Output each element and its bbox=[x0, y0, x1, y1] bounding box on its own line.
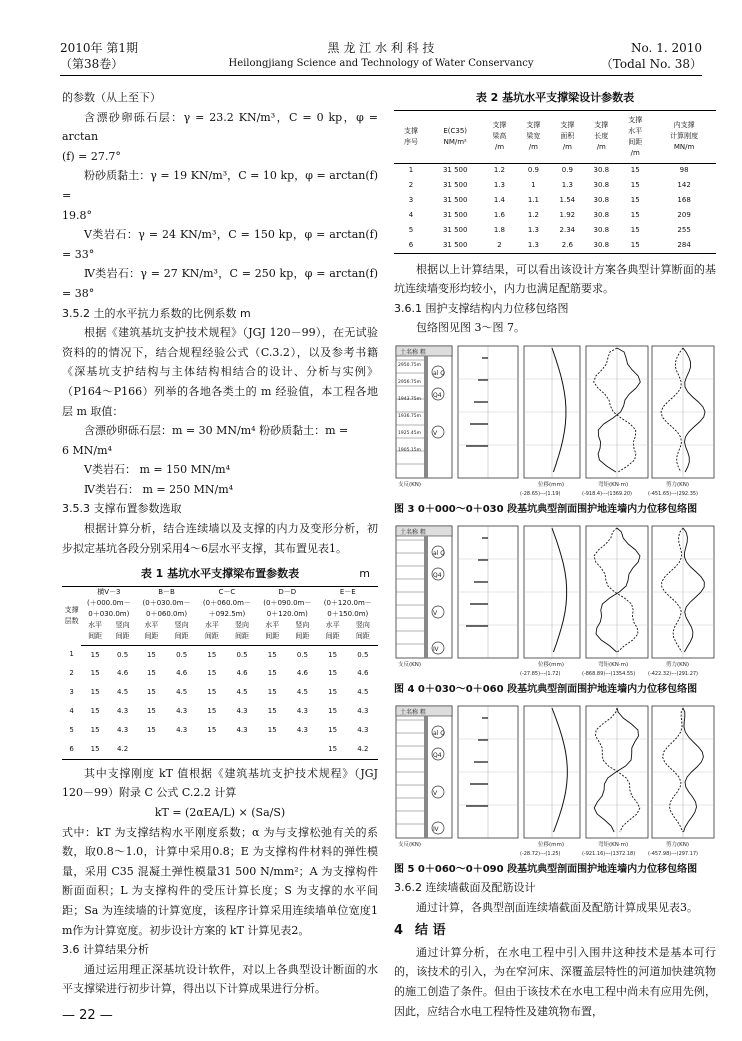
table1-row-header-b: 层数 bbox=[64, 617, 79, 626]
table-cell: 1.92 bbox=[559, 211, 576, 220]
table-row bbox=[62, 645, 378, 664]
panel-range-label: (-918.4)---(1369.20) bbox=[582, 490, 633, 497]
table2-header: 支撑 长度 /m bbox=[584, 110, 618, 163]
table-cell: 0.5 bbox=[236, 650, 248, 659]
table1-subheader: 水平 bbox=[265, 620, 280, 629]
table1-caption bbox=[62, 564, 378, 584]
section-heading: 3.6 计算结果分析 bbox=[62, 943, 149, 957]
table-cell: 4.3 bbox=[296, 707, 308, 716]
table-cell: 31 500 bbox=[442, 181, 468, 190]
figure-5 bbox=[394, 702, 716, 862]
elevation-label: 1925.45m bbox=[398, 430, 421, 436]
table-cell: 4 bbox=[408, 211, 414, 220]
table-cell: 4.3 bbox=[176, 707, 188, 716]
panel-range-label: (-451.65)---(292.35) bbox=[648, 490, 699, 497]
section-name: B－B bbox=[158, 587, 175, 596]
journal-title-cn: 黑 龙 江 水 利 科 技 bbox=[327, 41, 435, 55]
table-cell: 15 bbox=[90, 745, 100, 754]
table-cell: 15 bbox=[328, 726, 338, 735]
journal-number bbox=[601, 40, 702, 72]
soil-title: 土名称 粗 bbox=[400, 348, 426, 356]
section-name: D－D bbox=[278, 587, 297, 596]
table-cell: 15 bbox=[146, 707, 156, 716]
table-cell: 4.5 bbox=[296, 688, 308, 697]
section-range: 0＋060.0m) bbox=[146, 609, 188, 618]
table-cell: 1.8 bbox=[493, 226, 506, 235]
paragraph: 包络图见图 3～图 7。 bbox=[416, 321, 525, 335]
table-cell: 15 bbox=[207, 650, 217, 659]
table-row bbox=[62, 702, 378, 721]
figure-3-caption: 图 3 0＋000～0＋030 段基坑典型剖面围护地连墙内力位移包络图 bbox=[394, 503, 698, 515]
table-cell: 0.5 bbox=[176, 650, 188, 659]
table-cell bbox=[257, 740, 287, 759]
section-name: E－E bbox=[339, 587, 356, 596]
table2-header: 支撑 面积 /m bbox=[550, 110, 584, 163]
table-cell bbox=[197, 740, 227, 759]
table1-row-header bbox=[62, 586, 81, 645]
figure-3 bbox=[394, 342, 716, 502]
table-cell: 284 bbox=[677, 240, 691, 249]
layer-label: Q4 bbox=[433, 751, 442, 759]
paragraph: 式中：kT 为支撑结构水平刚度系数；α 为与支撑松弛有关的系数，取0.8～1.0，计算中采用0.8；E 为支撑构件材料的弹性模量，采用 C35 混凝土弹性模量31 500 N/mm²；A 为支撑构件断面面积；L 为支撑构件的受压计算长度；S 为支撑的水平间距；Sa 为连续墙的计算宽度，该程序计算采用连续墙单位宽度1 m作为计算宽度。初步设计方案的 kT 计算见表2。 bbox=[62, 825, 378, 937]
figure-4 bbox=[394, 522, 716, 682]
layer-label: al Q bbox=[433, 369, 445, 377]
table2-header: 支撑 水平 间距 /m bbox=[618, 110, 652, 163]
table-cell: 1.3 bbox=[493, 181, 506, 190]
table-cell: 15 bbox=[267, 669, 277, 678]
panel-range-label: (-28.72)---(1.25) bbox=[520, 850, 561, 857]
layer-label: Ⅴ bbox=[433, 609, 438, 617]
elevation-label: 1936.75m bbox=[398, 413, 421, 419]
paragraph: 根据计算分析，结合连续墙以及支撑的内力及变形分析，初步拟定基坑各段分别采用4～6层水平支撑，其布置见表1。 bbox=[62, 522, 378, 555]
elevation-label: 2950.75m bbox=[398, 362, 421, 368]
table2-header: 支撑 梁高 /m bbox=[482, 110, 516, 163]
left-column bbox=[62, 88, 378, 999]
section-number: 4 bbox=[394, 923, 404, 939]
table1-subheader: 间距 bbox=[227, 631, 257, 646]
panel-axis-label: 弯矩(KN·m) bbox=[598, 841, 629, 848]
table-cell: 1 bbox=[531, 181, 536, 190]
panel-axis-label: 支反(KN) bbox=[398, 841, 422, 848]
section-range: ＋092.5m) bbox=[208, 609, 246, 618]
table-cell: 15 bbox=[146, 650, 156, 659]
table-cell: 31 500 bbox=[442, 226, 468, 235]
panel-axis-label: 弯矩(KN·m) bbox=[598, 661, 629, 668]
table-cell: 15 bbox=[146, 726, 156, 735]
table-cell: 4.5 bbox=[236, 688, 248, 697]
table-row bbox=[394, 223, 716, 238]
table-cell: 4.3 bbox=[176, 726, 188, 735]
table-cell: 15 bbox=[328, 745, 338, 754]
table-cell: 15 bbox=[630, 226, 640, 235]
table-cell: 15 bbox=[328, 688, 338, 697]
table-cell: 1.1 bbox=[527, 196, 539, 205]
table-cell: 15 bbox=[267, 688, 277, 697]
table-cell: 15 bbox=[90, 688, 100, 697]
table-cell: 15 bbox=[267, 726, 277, 735]
table-cell: 15 bbox=[207, 688, 217, 697]
table-cell: 30.8 bbox=[593, 166, 610, 175]
paragraph: 通过计算分析，在水电工程中引入围井这种技术是基本可行的，该技术的引入，为在窄河床、深覆盖层特性的河道加快建筑物的施工创造了条件。但由于该技术在水电工程中尚未有应用先例，因此，应结合水电工程特性及建筑物布置， bbox=[394, 945, 716, 1018]
table-cell: 4.6 bbox=[236, 669, 248, 678]
figure-svg bbox=[394, 702, 716, 862]
table-cell: 0.5 bbox=[357, 650, 369, 659]
table1-subheader: 间距 bbox=[348, 631, 378, 646]
table-cell: 30.8 bbox=[593, 226, 610, 235]
table1 bbox=[62, 586, 378, 760]
table-cell: 142 bbox=[677, 181, 691, 190]
table-cell: 15 bbox=[207, 669, 217, 678]
table-cell: 0.5 bbox=[296, 650, 308, 659]
panel-range-label: (-457.98)---(297.17) bbox=[648, 850, 699, 857]
table-cell: 6 bbox=[408, 240, 414, 249]
table-cell: 4.2 bbox=[117, 745, 129, 754]
table1-subheader: 间距 bbox=[318, 631, 348, 646]
table1-subheader: 竖向 bbox=[235, 620, 250, 629]
table-row bbox=[394, 208, 716, 223]
panel-axis-label: 剪力(KN) bbox=[666, 661, 690, 668]
paragraph: 通过计算，各典型剖面连续墙截面及配筋计算成果见表3。 bbox=[416, 900, 698, 914]
table-cell: 2 bbox=[69, 669, 74, 678]
right-column bbox=[394, 88, 716, 1021]
table-cell: 31 500 bbox=[442, 240, 468, 249]
table-cell: 30.8 bbox=[593, 196, 610, 205]
table-cell: 15 bbox=[267, 707, 277, 716]
table-cell: 1.3 bbox=[561, 181, 573, 190]
table1-subheader-row bbox=[62, 631, 378, 646]
paragraph: 根据以上计算结果，可以看出该设计方案各典型计算断面的基坑连续墙变形均较小，内力也满足配筋要求。 bbox=[394, 262, 716, 296]
panel-axis-label: 剪力(KN) bbox=[666, 481, 690, 488]
issue-volume: （第38卷） bbox=[60, 57, 124, 71]
table-cell: 4.3 bbox=[296, 726, 308, 735]
table1-section-header bbox=[318, 586, 378, 620]
panel-axis-label: 支反(KN) bbox=[398, 481, 422, 488]
figure-svg bbox=[394, 342, 716, 502]
paragraph: 通过运用理正深基坑设计软件，对以上各典型设计断面的水平支撑梁进行初步计算，得出以下计算成果进行分析。 bbox=[62, 962, 378, 996]
table-cell: 30.8 bbox=[593, 240, 610, 249]
paragraph: (f) = 27.7° bbox=[62, 149, 121, 163]
table-row bbox=[394, 238, 716, 253]
layer-label: Ⅳ bbox=[433, 645, 439, 653]
table-row bbox=[394, 193, 716, 208]
table-cell: 1.3 bbox=[527, 240, 539, 249]
table-cell: 4.2 bbox=[357, 745, 369, 754]
table-cell: 1.3 bbox=[527, 226, 539, 235]
table-cell: 15 bbox=[146, 688, 156, 697]
table-cell: 3 bbox=[408, 196, 414, 205]
table2-header: 支撑 梁宽 /m bbox=[516, 110, 550, 163]
panel-axis-label: 剪力(KN) bbox=[666, 841, 690, 848]
table1-subheader: 间距 bbox=[167, 631, 197, 646]
issue-number: No. 1. 2010 bbox=[631, 41, 702, 55]
figure-5-caption: 图 5 0＋060～0＋090 段基坑典型剖面围护地连墙内力位移包络图 bbox=[394, 863, 698, 875]
table-cell bbox=[136, 740, 166, 759]
table-cell: 255 bbox=[677, 226, 691, 235]
panel-axis-label: 位移(mm) bbox=[538, 481, 565, 488]
section-range: (0＋060.0m－ bbox=[202, 598, 251, 607]
table-cell: 4.3 bbox=[236, 726, 248, 735]
panel-range-label: (-28.65)---(1.19) bbox=[520, 490, 561, 497]
table1-subheader: 间距 bbox=[197, 631, 227, 646]
table2 bbox=[394, 110, 716, 254]
table-row bbox=[62, 740, 378, 759]
figure-svg bbox=[394, 522, 716, 682]
table1-subheader: 间距 bbox=[257, 631, 287, 646]
table2-title: 表 2 基坑水平支撑梁设计参数表 bbox=[475, 91, 635, 104]
table-cell: 1.54 bbox=[559, 196, 576, 205]
diaphragm-wall bbox=[424, 536, 428, 658]
paragraph: 6 MN/m⁴ bbox=[62, 443, 112, 457]
table1-subheader: 竖向 bbox=[115, 620, 130, 629]
table-row bbox=[62, 664, 378, 683]
table-cell: 15 bbox=[630, 181, 640, 190]
figures bbox=[394, 342, 716, 878]
table-cell: 30.8 bbox=[593, 181, 610, 190]
table1-title: 表 1 基坑水平支撑梁布置参数表 bbox=[140, 567, 300, 581]
table-cell: 1 bbox=[408, 166, 414, 175]
table-cell: 4.6 bbox=[176, 669, 188, 678]
table1-subheader-row bbox=[62, 620, 378, 631]
table1-subheader: 竖向 bbox=[355, 620, 370, 629]
panel-axis-label: 弯矩(KN·m) bbox=[598, 481, 629, 488]
table-cell: 31 500 bbox=[442, 196, 468, 205]
table1-subheader: 间距 bbox=[136, 631, 166, 646]
table-cell: 4.6 bbox=[117, 669, 129, 678]
section-range: (0＋120.0m－ bbox=[323, 598, 372, 607]
diaphragm-wall bbox=[424, 356, 428, 478]
paragraph: Ⅴ类岩石： m = 150 MN/m⁴ bbox=[84, 463, 231, 477]
table-cell: 4.3 bbox=[117, 707, 129, 716]
table-cell: 4.3 bbox=[117, 726, 129, 735]
journal-title-en: Heilongjiang Science and Technology of Water Conservancy bbox=[228, 58, 534, 69]
table1-subheader: 间距 bbox=[109, 631, 137, 646]
table1-section-header bbox=[81, 586, 136, 620]
table1-section-header bbox=[257, 586, 317, 620]
table-cell: 0.5 bbox=[117, 650, 129, 659]
table-cell: 4.3 bbox=[357, 707, 369, 716]
table-cell: 1 bbox=[69, 650, 74, 659]
table1-subheader: 水平 bbox=[204, 620, 219, 629]
table1-body bbox=[62, 645, 378, 759]
table-cell: 209 bbox=[677, 211, 691, 220]
table-cell: 5 bbox=[69, 726, 74, 735]
table-cell: 4.6 bbox=[296, 669, 308, 678]
paragraph: Ⅳ类岩石：γ = 27 KN/m³，C = 250 kp，φ = arctan(f) = 38° bbox=[62, 267, 378, 300]
table-cell: 30.8 bbox=[593, 211, 610, 220]
paragraph: Ⅳ类岩石： m = 250 MN/m⁴ bbox=[84, 482, 234, 496]
paragraph: 19.8° bbox=[62, 208, 92, 222]
table1-subheader: 水平 bbox=[325, 620, 340, 629]
table-cell: 2.6 bbox=[561, 240, 573, 249]
table1-unit: m bbox=[359, 567, 370, 581]
table-cell: 15 bbox=[328, 650, 338, 659]
soil-title: 土名称 粗 bbox=[400, 708, 426, 716]
table-cell: 4.5 bbox=[357, 688, 369, 697]
table-cell: 15 bbox=[630, 196, 640, 205]
table-cell: 1.4 bbox=[493, 196, 506, 205]
table1-subheader: 间距 bbox=[81, 631, 109, 646]
table-cell: 15 bbox=[630, 166, 640, 175]
table-cell: 2.34 bbox=[559, 226, 576, 235]
table-cell: 31 500 bbox=[442, 166, 468, 175]
table-cell: 4.6 bbox=[357, 669, 369, 678]
figure-4-caption: 图 4 0＋030～0＋060 段基坑典型剖面围护地连墙内力位移包络图 bbox=[394, 683, 698, 695]
section-range: 0＋030.0m) bbox=[88, 609, 130, 618]
table-cell: 1.6 bbox=[493, 211, 506, 220]
paragraph: 粉砂质黏土：γ = 19 KN/m³，C = 10 kp，φ = arctan(f) = bbox=[62, 169, 378, 202]
table1-subheader: 水平 bbox=[88, 620, 103, 629]
elevation-label: 2956.75m bbox=[398, 379, 421, 385]
table-cell: 4.3 bbox=[236, 707, 248, 716]
table-cell: 15 bbox=[90, 669, 100, 678]
formula: kT = (2αEA/L) × (Sa/S) bbox=[154, 806, 286, 820]
layer-label: Ⅳ bbox=[433, 825, 439, 833]
section-4-heading bbox=[394, 921, 716, 941]
table1-subheader: 竖向 bbox=[295, 620, 310, 629]
table-cell: 4 bbox=[69, 707, 74, 716]
table-cell: 2 bbox=[497, 240, 502, 249]
table1-section-header bbox=[197, 586, 257, 620]
table1-subheader: 水平 bbox=[144, 620, 159, 629]
layer-label: Q4 bbox=[433, 391, 442, 399]
table1-subheader: 间距 bbox=[287, 631, 317, 646]
layer-label: Ⅴ bbox=[433, 429, 438, 437]
table-cell: 15 bbox=[90, 726, 100, 735]
table2-header: E(C35) NM/m² bbox=[428, 110, 483, 163]
table-cell: 15 bbox=[630, 240, 640, 249]
panel-axis-label: 位移(mm) bbox=[538, 841, 565, 848]
table-cell: 15 bbox=[630, 211, 640, 220]
paragraph: 的参数（从上至下） bbox=[62, 91, 161, 104]
table-cell: 4.3 bbox=[357, 726, 369, 735]
table-cell: 4.5 bbox=[176, 688, 188, 697]
table-cell: 31 500 bbox=[442, 211, 468, 220]
table2-body bbox=[394, 163, 716, 253]
panel-axis-label: 支反(KN) bbox=[398, 661, 422, 668]
section-heading: 3.6.2 连续墙截面及配筋设计 bbox=[394, 880, 536, 894]
section-name: 横Ⅴ－3 bbox=[97, 587, 121, 596]
layer-label: al Q bbox=[433, 549, 445, 557]
table-cell: 15 bbox=[328, 669, 338, 678]
elevation-label: 1943.75m bbox=[398, 396, 421, 402]
table-row bbox=[394, 163, 716, 178]
table-cell: 1.2 bbox=[527, 211, 539, 220]
table2-header: 内支撑 计算刚度 MN/m bbox=[652, 110, 716, 163]
table-cell: 15 bbox=[90, 650, 100, 659]
table-cell: 2 bbox=[408, 181, 414, 190]
table1-subheader: 竖向 bbox=[174, 620, 189, 629]
section-range: 0＋150.0m) bbox=[327, 609, 369, 618]
table1-row-header-a: 支撑 bbox=[64, 606, 79, 615]
table-cell: 15 bbox=[267, 650, 277, 659]
elevation-label: 1905.15m bbox=[398, 447, 421, 453]
section-range: (0＋090.0m－ bbox=[263, 598, 312, 607]
section-range: (0＋030.0m－ bbox=[142, 598, 191, 607]
section-range: (＋000.0m－ bbox=[87, 598, 131, 607]
table-cell: 98 bbox=[679, 166, 689, 175]
table-cell: 0.9 bbox=[561, 166, 573, 175]
section-heading: 3.5.2 土的水平抗力系数的比例系数 m bbox=[62, 306, 251, 320]
section-name: C－C bbox=[218, 587, 236, 596]
section-heading: 3.5.3 支撑布置参数选取 bbox=[62, 502, 182, 516]
section-heading: 3.6.1 围护支撑结构内力位移包络图 bbox=[394, 301, 569, 315]
paragraph: 含漂砂卵砾石层：m = 30 MN/m⁴ 粉砂质黏土：m = bbox=[84, 424, 349, 438]
soil-title: 土名称 粗 bbox=[400, 528, 426, 536]
panel-range-label: (-422.32)---(291.27) bbox=[648, 670, 699, 677]
table-cell: 15 bbox=[207, 726, 217, 735]
running-header bbox=[60, 40, 702, 76]
table-row bbox=[394, 178, 716, 193]
table2-caption bbox=[394, 88, 716, 108]
table-cell: 1.2 bbox=[493, 166, 506, 175]
total-number: （Todal No. 38） bbox=[600, 57, 702, 71]
table-cell bbox=[167, 740, 197, 759]
table-cell: 15 bbox=[146, 669, 156, 678]
paragraph: 含漂砂卵砾石层：γ = 23.2 KN/m³，C = 0 kp，φ = arctan bbox=[62, 110, 378, 144]
table-row bbox=[62, 683, 378, 702]
layer-label: Ⅴ bbox=[433, 789, 438, 797]
table-cell: 5 bbox=[408, 226, 414, 235]
table2-header: 支撑 序号 bbox=[394, 110, 428, 163]
panel-axis-label: 位移(mm) bbox=[538, 661, 565, 668]
table-cell: 3 bbox=[69, 688, 74, 697]
table-cell: 6 bbox=[69, 745, 74, 754]
table-cell: 4.5 bbox=[117, 688, 129, 697]
table-cell: 168 bbox=[677, 196, 691, 205]
panel-range-label: (-27.85)---(1.72) bbox=[520, 670, 561, 677]
panel-range-label: (-921.16)---(1372.18) bbox=[582, 850, 636, 857]
section-range: 0＋120.0m) bbox=[266, 609, 308, 618]
issue-year: 2010年 第1期 bbox=[60, 41, 138, 55]
table-cell bbox=[227, 740, 257, 759]
table-row bbox=[62, 721, 378, 740]
paragraph: Ⅴ类岩石：γ = 24 KN/m³，C = 150 kp，φ = arctan(f) = 33° bbox=[62, 228, 378, 261]
table-cell bbox=[287, 740, 317, 759]
table2-header-row bbox=[394, 110, 716, 163]
table-cell: 15 bbox=[90, 707, 100, 716]
layer-label: Q4 bbox=[433, 571, 442, 579]
table-cell: 15 bbox=[328, 707, 338, 716]
table-cell: 15 bbox=[207, 707, 217, 716]
table1-section-header bbox=[136, 586, 196, 620]
paragraph: 其中支撑刚度 kT 值根据《建筑基坑支护技术规程》（JGJ 120－99）附录 C 公式 C.2.2 计算 bbox=[62, 766, 378, 800]
diaphragm-wall bbox=[424, 716, 428, 838]
table-cell: 0.9 bbox=[527, 166, 539, 175]
layer-label: al Q bbox=[433, 729, 445, 737]
panel-range-label: (-868.89)---(1354.55) bbox=[582, 670, 636, 677]
paragraph: 根据《建筑基坑支护技术规程》（JGJ 120－99），在无试验资料的的情况下，结合规程经验公式（C.3.2），以及参考书籍《深基坑支护结构与主体结构相结合的设计、分析与实例》（P164～P166）列举的各地各类土的 m 经验值，本工程各地层 m 取值： bbox=[62, 326, 378, 418]
page-number: — 22 — bbox=[62, 1008, 113, 1023]
section-title: 结 语 bbox=[415, 923, 446, 939]
